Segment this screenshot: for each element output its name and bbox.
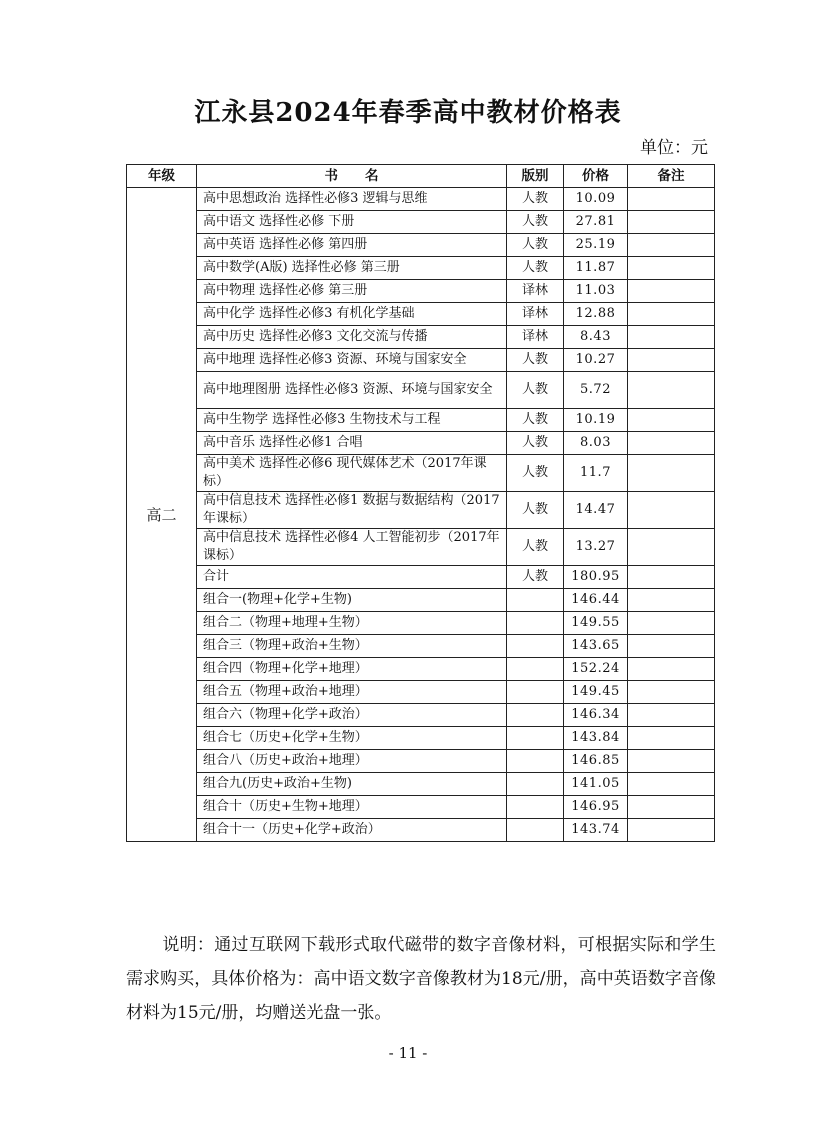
remark-cell bbox=[628, 529, 715, 566]
table-row bbox=[127, 211, 715, 234]
table-row bbox=[127, 280, 715, 303]
table-row bbox=[127, 432, 715, 455]
book-name-cell: 高中地理图册 选择性必修3 资源、环境与国家安全 bbox=[197, 372, 507, 409]
price-table bbox=[126, 164, 715, 842]
remark-cell bbox=[628, 257, 715, 280]
remark-cell bbox=[628, 566, 715, 589]
edition-cell: 人教 bbox=[507, 455, 564, 492]
remark-cell bbox=[628, 589, 715, 612]
table-row bbox=[127, 349, 715, 372]
book-name-cell: 高中思想政治 选择性必修3 逻辑与思维 bbox=[197, 188, 507, 211]
book-name-cell: 高中物理 选择性必修 第三册 bbox=[197, 280, 507, 303]
remark-cell bbox=[628, 432, 715, 455]
table-row bbox=[127, 372, 715, 409]
edition-cell: 人教 bbox=[507, 257, 564, 280]
edition-cell: 人教 bbox=[507, 372, 564, 409]
book-name-cell: 高中音乐 选择性必修1 合唱 bbox=[197, 432, 507, 455]
edition-cell: 人教 bbox=[507, 566, 564, 589]
header-remark: 备注 bbox=[628, 165, 715, 188]
book-name-cell: 组合三（物理+政治+生物） bbox=[197, 635, 507, 658]
header-grade: 年级 bbox=[127, 165, 197, 188]
price-cell: 10.27 bbox=[564, 349, 628, 372]
table-row bbox=[127, 303, 715, 326]
edition-cell: 人教 bbox=[507, 211, 564, 234]
edition-cell bbox=[507, 819, 564, 842]
price-cell: 11.7 bbox=[564, 455, 628, 492]
remark-cell bbox=[628, 681, 715, 704]
edition-cell bbox=[507, 612, 564, 635]
remark-cell bbox=[628, 658, 715, 681]
book-name-cell: 组合五（物理+政治+地理） bbox=[197, 681, 507, 704]
remark-cell bbox=[628, 635, 715, 658]
grade-cell: 高二 bbox=[127, 188, 197, 842]
remark-cell bbox=[628, 612, 715, 635]
table-row bbox=[127, 819, 715, 842]
price-cell: 5.72 bbox=[564, 372, 628, 409]
edition-cell bbox=[507, 589, 564, 612]
edition-cell bbox=[507, 704, 564, 727]
remark-cell bbox=[628, 750, 715, 773]
edition-cell bbox=[507, 773, 564, 796]
price-cell: 10.19 bbox=[564, 409, 628, 432]
price-cell: 25.19 bbox=[564, 234, 628, 257]
price-cell: 143.65 bbox=[564, 635, 628, 658]
price-cell: 146.34 bbox=[564, 704, 628, 727]
table-row bbox=[127, 234, 715, 257]
book-name-cell: 高中生物学 选择性必修3 生物技术与工程 bbox=[197, 409, 507, 432]
remark-cell bbox=[628, 372, 715, 409]
price-cell: 8.43 bbox=[564, 326, 628, 349]
price-cell: 149.55 bbox=[564, 612, 628, 635]
remark-cell bbox=[628, 188, 715, 211]
price-cell: 11.03 bbox=[564, 280, 628, 303]
remark-cell bbox=[628, 280, 715, 303]
book-name-cell: 高中语文 选择性必修 下册 bbox=[197, 211, 507, 234]
table-row bbox=[127, 658, 715, 681]
table-row bbox=[127, 409, 715, 432]
remark-cell bbox=[628, 773, 715, 796]
price-cell: 146.85 bbox=[564, 750, 628, 773]
edition-cell: 人教 bbox=[507, 492, 564, 529]
table-row bbox=[127, 326, 715, 349]
note-text: 说明：通过互联网下载形式取代磁带的数字音像材料，可根据实际和学生需求购买，具体价格为：高中语文数字音像教材为18元/册，高中英语数字音像材料为15元/册，均赠送光盘一张。 bbox=[126, 935, 716, 1023]
price-cell: 13.27 bbox=[564, 529, 628, 566]
price-cell: 180.95 bbox=[564, 566, 628, 589]
price-cell: 8.03 bbox=[564, 432, 628, 455]
remark-cell bbox=[628, 492, 715, 529]
book-name-cell: 高中美术 选择性必修6 现代媒体艺术（2017年课标） bbox=[197, 455, 507, 492]
book-name-cell: 高中信息技术 选择性必修1 数据与数据结构（2017年课标） bbox=[197, 492, 507, 529]
table-row bbox=[127, 612, 715, 635]
edition-cell bbox=[507, 658, 564, 681]
edition-cell: 人教 bbox=[507, 409, 564, 432]
edition-cell bbox=[507, 727, 564, 750]
header-name: 书 名 bbox=[197, 165, 507, 188]
unit-label: 单位：元 bbox=[640, 138, 708, 158]
edition-cell: 人教 bbox=[507, 349, 564, 372]
book-name-cell: 组合四（物理+化学+地理） bbox=[197, 658, 507, 681]
book-name-cell: 高中英语 选择性必修 第四册 bbox=[197, 234, 507, 257]
remark-cell bbox=[628, 234, 715, 257]
table-row bbox=[127, 529, 715, 566]
price-cell: 149.45 bbox=[564, 681, 628, 704]
price-cell: 146.44 bbox=[564, 589, 628, 612]
price-cell: 152.24 bbox=[564, 658, 628, 681]
remark-cell bbox=[628, 349, 715, 372]
price-cell: 27.81 bbox=[564, 211, 628, 234]
book-name-cell: 高中信息技术 选择性必修4 人工智能初步（2017年课标） bbox=[197, 529, 507, 566]
price-cell: 10.09 bbox=[564, 188, 628, 211]
price-cell: 146.95 bbox=[564, 796, 628, 819]
page-title: 江永县2024年春季高中教材价格表 bbox=[194, 98, 622, 128]
book-name-cell: 组合八（历史+政治+地理） bbox=[197, 750, 507, 773]
table-row bbox=[127, 727, 715, 750]
edition-cell bbox=[507, 796, 564, 819]
book-name-cell: 组合九(历史+政治+生物) bbox=[197, 773, 507, 796]
page-number: - 11 - bbox=[388, 1044, 428, 1062]
book-name-cell: 高中化学 选择性必修3 有机化学基础 bbox=[197, 303, 507, 326]
edition-cell: 译林 bbox=[507, 303, 564, 326]
book-name-cell: 组合二（物理+地理+生物） bbox=[197, 612, 507, 635]
book-name-cell: 组合一(物理+化学+生物) bbox=[197, 589, 507, 612]
table-row bbox=[127, 188, 715, 211]
price-cell: 143.84 bbox=[564, 727, 628, 750]
table-row bbox=[127, 704, 715, 727]
header-edition: 版别 bbox=[507, 165, 564, 188]
remark-cell bbox=[628, 326, 715, 349]
edition-cell: 译林 bbox=[507, 280, 564, 303]
table-header-row bbox=[127, 165, 715, 188]
remark-cell bbox=[628, 819, 715, 842]
table-row bbox=[127, 589, 715, 612]
book-name-cell: 高中地理 选择性必修3 资源、环境与国家安全 bbox=[197, 349, 507, 372]
table-row bbox=[127, 773, 715, 796]
table-row bbox=[127, 492, 715, 529]
book-name-cell: 组合七（历史+化学+生物） bbox=[197, 727, 507, 750]
price-cell: 11.87 bbox=[564, 257, 628, 280]
remark-cell bbox=[628, 303, 715, 326]
table-row bbox=[127, 455, 715, 492]
edition-cell: 人教 bbox=[507, 188, 564, 211]
table-row bbox=[127, 257, 715, 280]
remark-cell bbox=[628, 704, 715, 727]
table-row bbox=[127, 750, 715, 773]
book-name-cell: 组合六（物理+化学+政治） bbox=[197, 704, 507, 727]
table-row bbox=[127, 635, 715, 658]
edition-cell bbox=[507, 750, 564, 773]
edition-cell: 人教 bbox=[507, 529, 564, 566]
table-row bbox=[127, 566, 715, 589]
header-price: 价格 bbox=[564, 165, 628, 188]
edition-cell: 译林 bbox=[507, 326, 564, 349]
book-name-cell: 高中数学(A版) 选择性必修 第三册 bbox=[197, 257, 507, 280]
book-name-cell: 高中历史 选择性必修3 文化交流与传播 bbox=[197, 326, 507, 349]
price-cell: 14.47 bbox=[564, 492, 628, 529]
remark-cell bbox=[628, 455, 715, 492]
remark-cell bbox=[628, 211, 715, 234]
edition-cell: 人教 bbox=[507, 432, 564, 455]
table-row bbox=[127, 681, 715, 704]
remark-cell bbox=[628, 727, 715, 750]
remark-cell bbox=[628, 796, 715, 819]
price-cell: 141.05 bbox=[564, 773, 628, 796]
edition-cell: 人教 bbox=[507, 234, 564, 257]
remark-cell bbox=[628, 409, 715, 432]
note-paragraph bbox=[126, 928, 716, 1030]
price-cell: 12.88 bbox=[564, 303, 628, 326]
book-name-cell: 组合十一（历史+化学+政治） bbox=[197, 819, 507, 842]
book-name-cell: 组合十（历史+生物+地理） bbox=[197, 796, 507, 819]
table-row bbox=[127, 796, 715, 819]
book-name-cell: 合计 bbox=[197, 566, 507, 589]
price-cell: 143.74 bbox=[564, 819, 628, 842]
edition-cell bbox=[507, 681, 564, 704]
edition-cell bbox=[507, 635, 564, 658]
